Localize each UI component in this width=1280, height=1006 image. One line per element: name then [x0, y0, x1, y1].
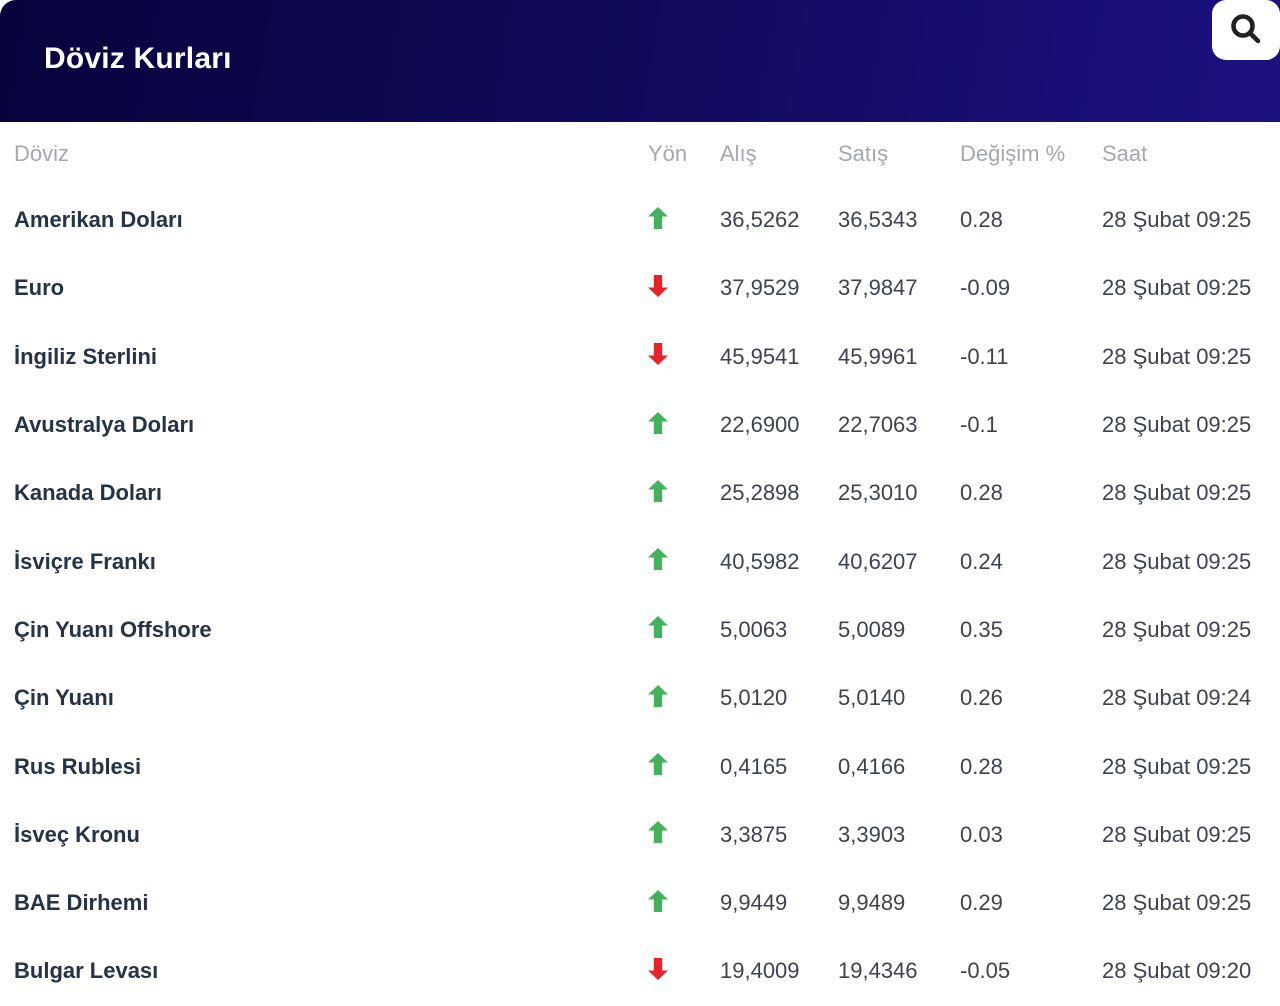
time-value: 28 Şubat 09:25: [1102, 412, 1252, 438]
table-row[interactable]: [14, 664, 1266, 732]
up-arrow-icon: [648, 207, 668, 229]
rates-table: [0, 122, 1280, 1006]
buy-value: 5,0120: [720, 685, 788, 711]
buy-value: 25,2898: [720, 480, 800, 506]
buy-value: 36,5262: [720, 207, 800, 233]
up-arrow-icon: [648, 412, 668, 434]
table-row[interactable]: [14, 732, 1266, 800]
currency-name: İsveç Kronu: [14, 821, 140, 847]
table-row[interactable]: [14, 527, 1266, 595]
time-value: 28 Şubat 09:25: [1102, 821, 1252, 847]
table-row[interactable]: [14, 596, 1266, 664]
change-value: 0.24: [960, 548, 1003, 574]
buy-value: 37,9529: [720, 275, 800, 301]
buy-value: 40,5982: [720, 548, 800, 574]
sell-value: 3,3903: [838, 821, 906, 847]
table-row[interactable]: [14, 391, 1266, 459]
column-header-degisim: Değişim %: [960, 141, 1066, 166]
currency-name: Çin Yuanı: [14, 685, 114, 711]
header-bar: [0, 0, 1280, 122]
change-value: -0.1: [960, 412, 998, 438]
up-arrow-icon: [648, 821, 668, 843]
table-body: [14, 186, 1266, 1006]
change-value: 0.03: [960, 821, 1003, 847]
currency-name: Avustralya Doları: [14, 412, 195, 438]
search-button[interactable]: [1212, 0, 1280, 60]
change-value: -0.09: [960, 275, 1011, 301]
table-row[interactable]: [14, 937, 1266, 1005]
change-value: 0.28: [960, 207, 1003, 233]
change-value: 0.29: [960, 890, 1003, 916]
down-arrow-icon: [648, 343, 668, 365]
sell-value: 45,9961: [838, 343, 918, 369]
up-arrow-icon: [648, 753, 668, 775]
table-row[interactable]: [14, 459, 1266, 527]
time-value: 28 Şubat 09:25: [1102, 275, 1252, 301]
sell-value: 25,3010: [838, 480, 918, 506]
search-icon: [1228, 12, 1264, 48]
currency-name: BAE Dirhemi: [14, 890, 149, 916]
up-arrow-icon: [648, 685, 668, 707]
currency-name: İsviçre Frankı: [14, 548, 156, 574]
page-title: Döviz Kurları: [44, 42, 232, 75]
sell-value: 9,9489: [838, 890, 906, 916]
time-value: 28 Şubat 09:25: [1102, 616, 1252, 642]
change-value: -0.11: [960, 343, 1009, 369]
change-value: 0.28: [960, 480, 1003, 506]
buy-value: 5,0063: [720, 616, 788, 642]
time-value: 28 Şubat 09:25: [1102, 890, 1252, 916]
currency-name: Rus Rublesi: [14, 753, 142, 779]
column-header-saat: Saat: [1102, 141, 1148, 166]
buy-value: 0,4165: [720, 753, 788, 779]
table-header-row: [14, 122, 1266, 186]
buy-value: 9,9449: [720, 890, 788, 916]
up-arrow-icon: [648, 480, 668, 502]
column-header-satis: Satış: [838, 141, 889, 166]
buy-value: 22,6900: [720, 412, 800, 438]
sell-value: 22,7063: [838, 412, 918, 438]
time-value: 28 Şubat 09:25: [1102, 548, 1252, 574]
time-value: 28 Şubat 09:25: [1102, 480, 1252, 506]
table-row[interactable]: [14, 254, 1266, 322]
table-row[interactable]: [14, 323, 1266, 391]
sell-value: 40,6207: [838, 548, 918, 574]
buy-value: 45,9541: [720, 343, 800, 369]
currency-name: Amerikan Doları: [14, 207, 183, 233]
sell-value: 5,0140: [838, 685, 906, 711]
buy-value: 19,4009: [720, 958, 800, 984]
sell-value: 19,4346: [838, 958, 918, 984]
sell-value: 37,9847: [838, 275, 918, 301]
time-value: 28 Şubat 09:25: [1102, 343, 1252, 369]
currency-name: Kanada Doları: [14, 480, 162, 506]
column-header-alis: Alış: [720, 141, 757, 166]
down-arrow-icon: [648, 958, 668, 980]
change-value: 0.28: [960, 753, 1003, 779]
change-value: -0.05: [960, 958, 1011, 984]
table-row[interactable]: [14, 186, 1266, 254]
table-row[interactable]: [14, 801, 1266, 869]
up-arrow-icon: [648, 890, 668, 912]
up-arrow-icon: [648, 548, 668, 570]
currency-name: Euro: [14, 275, 65, 301]
column-header-yon: Yön: [648, 141, 688, 166]
time-value: 28 Şubat 09:25: [1102, 207, 1252, 233]
change-value: 0.35: [960, 616, 1003, 642]
currency-name: İngiliz Sterlini: [14, 343, 158, 369]
currency-name: Bulgar Levası: [14, 958, 159, 984]
sell-value: 36,5343: [838, 207, 918, 233]
buy-value: 3,3875: [720, 821, 788, 847]
up-arrow-icon: [648, 616, 668, 638]
sell-value: 0,4166: [838, 753, 906, 779]
currency-name: Çin Yuanı Offshore: [14, 616, 212, 642]
change-value: 0.26: [960, 685, 1003, 711]
time-value: 28 Şubat 09:24: [1102, 685, 1252, 711]
time-value: 28 Şubat 09:25: [1102, 753, 1252, 779]
column-header-doviz: Döviz: [14, 141, 70, 166]
down-arrow-icon: [648, 275, 668, 297]
sell-value: 5,0089: [838, 616, 906, 642]
table-row[interactable]: [14, 869, 1266, 937]
time-value: 28 Şubat 09:20: [1102, 958, 1252, 984]
